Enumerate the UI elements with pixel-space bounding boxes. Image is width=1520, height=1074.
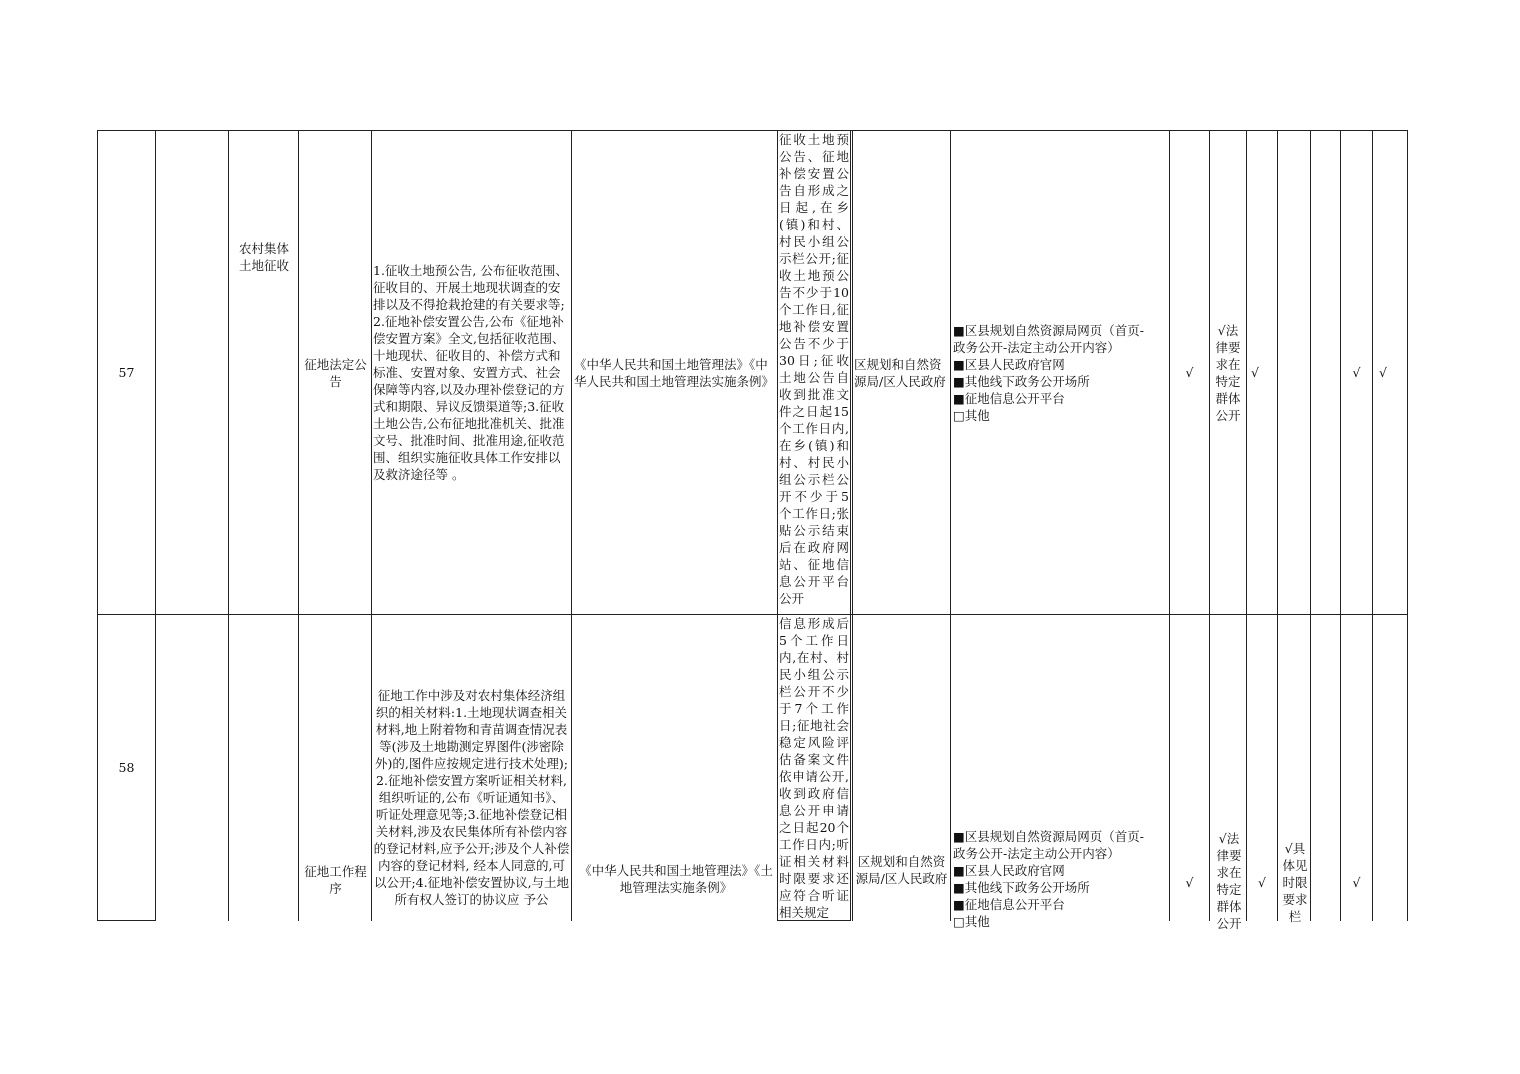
column-divider <box>850 130 851 921</box>
category-label: 农村集体土地征收 <box>238 241 289 273</box>
check-mark: √ <box>1185 874 1194 890</box>
basis-cell <box>574 131 776 614</box>
channel-list <box>953 828 1168 929</box>
column-divider <box>1407 130 1408 921</box>
channel-item: ■区县人民政府官网 <box>953 863 1065 878</box>
check-mark: √ <box>1258 874 1266 890</box>
content-text: 1.征收土地预公告, 公布征收范围、征收目的、开展土地现状调查的安排以及不得抢栽抢建的有关要求等;2.征地补偿安置公告,公布《征地补偿安置方案》全文,包括征收范围、十地现状、征收目的、补偿方式和标准、安置对象、安置方式、社会保障等内容,以及办理补偿登记的方式和期限、异议反馈渠道等;3.征收土地公告,公布征地批准机关、批准文号、批准时间、批准用途,征收范围、组织实施征收具体工作安排以及救济途径等 。 <box>373 263 568 482</box>
scope-text: √法律要求在特定群体公开 <box>1215 322 1241 423</box>
channel-item: ■区县规划自然资源局网页（首页- <box>953 322 1145 338</box>
channel-item: ■区县人民政府官网 <box>953 356 1065 372</box>
channel-item: ■其他线下政务公开场所 <box>953 373 1090 389</box>
row-number: 58 <box>118 760 135 775</box>
channel-list <box>953 322 1144 424</box>
channel-item: □其他 <box>953 407 990 423</box>
item-name: 征地工作程序 <box>304 864 367 896</box>
channel-item: 政务公开-法定主动公开内容） <box>953 846 1120 861</box>
column-divider <box>571 130 572 921</box>
timeline-text: 信息形成后5个工作日内,在村、村民小组公示栏公开不少于7个工作日;征地社会稳定风险评估备案文件依申请公开,收到政府信息公开申请之日起20个工作日内;听证相关材料时限要求还应符合听证相关规定 <box>779 616 849 920</box>
row-divider <box>97 614 1408 615</box>
check-mark: √ <box>1251 365 1259 380</box>
subject-text: 区规划和自然资源局/区人民政府 <box>855 854 948 886</box>
item-name: 征地法定公告 <box>304 356 367 389</box>
timeline-text: 征收土地预公告、征地补偿安置公告自形成之日起,在乡(镇)和村、村民小组公示栏公开;征收土地预公告不少于10个工作日,征地补偿安置公告不少于30日;征收土地公告自收到批准文件之日起15个工作日内,在乡(镇)和村、村民小组公示栏公开不少于5个工作日;张贴公示结束后在政府网站、征地信息公开平台公开 <box>779 132 849 606</box>
column-divider <box>155 130 156 921</box>
content-cell <box>373 131 570 614</box>
check-mark: √ <box>1379 365 1387 380</box>
scope-text: √法律要求在特定群体公开 <box>1216 831 1242 931</box>
channels-cell <box>953 131 1168 614</box>
column-divider <box>298 130 299 921</box>
content-text: 征地工作中涉及对农村集体经济组织的相关材料:1.土地现状调查相关材料,地上附着物和青苗调查情况表等(涉及土地勘测定界图件(涉密除外)的,图件应按规定进行技术处理);2.征地补偿安置方案听证相关材料,组织听证的,公布《听证通知书》、听证处理意见等;3.征地补偿登记相关材料,涉及农民集体所有补偿内容的登记材料,应予公开;涉及个人补偿内容的登记材料, 经本人同意的,可以公开;4.征地补偿安置协议,与土地所有权人签订的协议应 予公 <box>373 688 570 907</box>
legal-basis-text: 《中华人民共和国土地管理法》《中华人民共和国土地管理法实施条例》 <box>574 356 775 389</box>
check-mark <box>1310 872 1340 892</box>
column-divider <box>1310 130 1311 921</box>
column-divider <box>228 130 229 921</box>
check-mark: √ <box>1185 365 1194 380</box>
subject-cell <box>854 131 949 614</box>
check-mark: √ <box>1352 874 1361 890</box>
channel-item: ■征地信息公开平台 <box>953 897 1065 912</box>
column-divider <box>371 130 372 921</box>
check-mark: √ <box>1352 365 1361 380</box>
row-number: 57 <box>118 365 135 380</box>
channel-item: □其他 <box>953 914 990 929</box>
column-divider <box>852 130 853 921</box>
legal-basis-text: 《中华人民共和国土地管理法》《土 地管理法实施条例》 <box>579 863 773 895</box>
table-bottom-border <box>97 920 155 921</box>
column-divider <box>777 130 778 921</box>
channel-item: 政务公开-法定主动公开内容） <box>953 339 1120 355</box>
subject-text: 区规划和自然资源局/区人民政府 <box>854 356 946 389</box>
extra-cell <box>1278 131 1310 614</box>
channel-item: ■区县规划自然资源局网页（首页- <box>953 829 1145 844</box>
scope-cell <box>1210 131 1246 614</box>
channel-item: ■征地信息公开平台 <box>953 390 1065 406</box>
extra-cell: √具体见时限要求栏 <box>1282 841 1308 924</box>
channel-item: ■其他线下政务公开场所 <box>953 880 1090 895</box>
column-divider <box>950 130 951 921</box>
